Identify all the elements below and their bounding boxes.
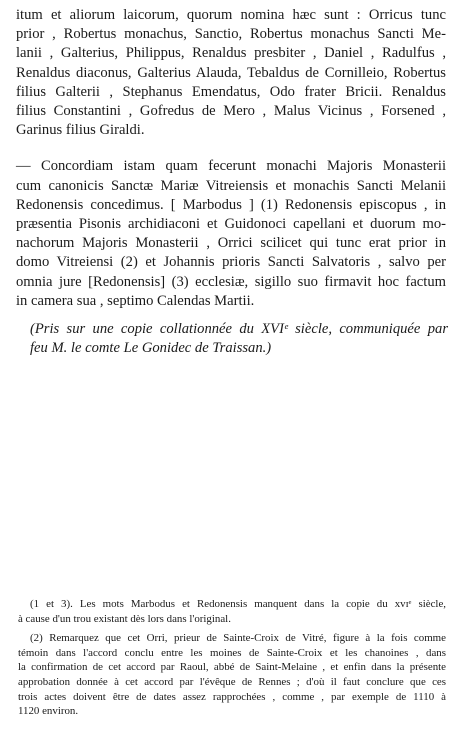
text-line: cum canonicis Sanctæ Mariæ Vitreiensis et monachis Sancti Melanii: [16, 177, 446, 194]
text-line: domo Vitreiensi (2) et Johannis prioris Sancti Salvatoris , salvo per: [16, 254, 446, 271]
footnotes: [18, 597, 446, 724]
source-note: [30, 320, 448, 358]
text-line: præsentia Pisonis archidiaconi et Guidonoci capellani et duorum mo-: [16, 216, 446, 233]
text-line: — Concordiam istam quam fecerunt monachi Majoris Monasterii: [16, 158, 446, 175]
footnote-line: (1 et 3). Les mots Marbodus et Redonensis manquent dans la copie du xvɪᵉ siècle,: [30, 598, 446, 610]
text-line: in camera sua , septimo Calendas Martii.: [16, 292, 255, 309]
paragraph-concordiam: [16, 157, 446, 311]
footnote-line: approbation donnée à cet accord par l'évêque de Rennes ; d'où il faut conclure que ces: [18, 675, 446, 688]
footnote-line: trois actes doivent être de dates assez rapprochées , comme , par exemple de 1110 à: [18, 690, 446, 703]
main-text: [16, 6, 446, 311]
footnote-line: la confirmation de cet accord par Raoul, abbé de Saint-Melaine , et enfin dans la présente: [18, 661, 446, 674]
text-line: lanii , Galterius, Philippus, Renaldus presbiter , Daniel , Radulfus ,: [16, 45, 446, 62]
text-line: prior , Robertus monachus, Sanctio, Robertus monachus Sancti Me-: [16, 26, 446, 43]
footnote-1: [18, 597, 446, 626]
footnote-line: témoin dans l'accord conclu entre les moines de Sainte-Croix et les chanoines , dans: [18, 646, 446, 659]
text-line: filius Galterii , Stephanus Emendatus, Odo frater Bricii. Renaldus: [16, 83, 446, 100]
text-line: Garinus filius Giraldi.: [16, 122, 145, 139]
text-line: Renaldus diaconus, Galterius Alauda, Tebaldus de Cornilleio, Robertus: [16, 64, 446, 81]
footnote-line: 1120 environ.: [18, 705, 79, 718]
text-line: Redonensis concedimus. [ Marbodus ] (1) Redonensis episcopus , in: [16, 196, 446, 213]
source-note-line: feu M. le comte Le Gonidec de Traissan.): [30, 340, 272, 357]
paragraph-witnesses: [16, 6, 446, 140]
text-line: nachorum Majoris Monasterii , Orrici scilicet qui tunc erat prior in: [16, 235, 446, 252]
text-line: omnia jure [Redonensis] (3) ecclesiæ, sigillo suo firmavit hoc factum: [16, 273, 446, 290]
footnote-line: à cause d'un trou existant dès lors dans l'original.: [18, 612, 231, 625]
footnote-2: [18, 631, 446, 719]
source-note-line: (Pris sur une copie collationnée du XVIᵉ siècle, communiquée par: [30, 321, 448, 337]
footnote-line: (2) Remarquez que cet Orri, prieur de Sainte-Croix de Vitré, figure à la fois comme: [30, 632, 446, 645]
text-line: itum et aliorum laicorum, quorum nomina hæc sunt : Orricus tunc: [16, 7, 446, 23]
text-line: filius Constantini , Gofredus de Mero , Malus Vicinus , Forsened ,: [16, 103, 446, 120]
